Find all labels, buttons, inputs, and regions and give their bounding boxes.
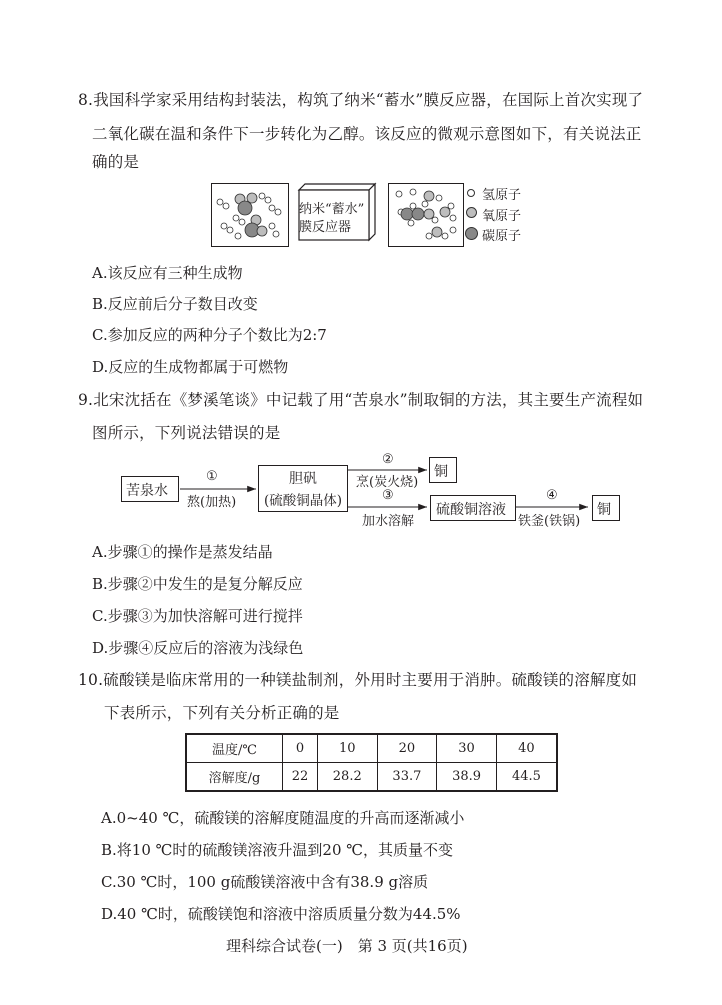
q9-stem-line1: 9.北宋沈括在《梦溪笔谈》中记载了用“苦泉水”制取铜的方法，其主要生产流程如 bbox=[78, 391, 644, 409]
flow-step4-label: 铁釜(铁锅) bbox=[518, 514, 581, 529]
q10-option-b: B.将10 ℃时的硫酸镁溶液升温到20 ℃，其质量不变 bbox=[101, 841, 454, 859]
reactant-box bbox=[211, 183, 289, 247]
q10-stem-line1: 10.硫酸镁是临床常用的一种镁盐制剂，外用时主要用于消肿。硫酸镁的溶解度如 bbox=[78, 671, 638, 689]
q8-stem-line1: 8.我国科学家采用结构封装法，构筑了纳米“蓄水”膜反应器，在国际上首次实现了 bbox=[78, 91, 644, 109]
flow-step1-label: 熬(加热) bbox=[187, 495, 237, 510]
flow-step3-label: 加水溶解 bbox=[362, 514, 415, 529]
table-cell: 28.2 bbox=[317, 763, 377, 792]
q9-option-d: D.步骤④反应后的溶液为浅绿色 bbox=[92, 639, 304, 657]
table-header-temp: 温度/℃ bbox=[186, 734, 283, 763]
table-cell: 38.9 bbox=[437, 763, 497, 792]
carbon-atom-icon bbox=[465, 227, 478, 240]
q9-option-c: C.步骤③为加快溶解可进行搅拌 bbox=[92, 607, 303, 625]
table-cell: 22 bbox=[283, 763, 318, 792]
flow-out2-label: 铜 bbox=[597, 502, 611, 518]
page-footer: 理科综合试卷(一) 第 3 页(共16页) bbox=[226, 937, 468, 955]
table-cell: 33.7 bbox=[377, 763, 437, 792]
product-box bbox=[388, 183, 464, 247]
legend-hydrogen: 氢原子 bbox=[482, 188, 522, 203]
table-cell: 40 bbox=[496, 734, 557, 763]
q8-stem-line2: 二氧化碳在温和条件下一步转化为乙醇。该反应的微观示意图如下，有关说法正 bbox=[92, 125, 642, 143]
flow-step4-num: ④ bbox=[546, 488, 558, 503]
q8-stem-line3: 确的是 bbox=[92, 153, 140, 171]
reactor-label-2: 膜反应器 bbox=[299, 220, 352, 235]
flow-step1-num: ① bbox=[206, 469, 218, 484]
legend-oxygen: 氧原子 bbox=[482, 209, 522, 224]
oxygen-atom-icon bbox=[466, 207, 477, 218]
solubility-table bbox=[185, 733, 558, 792]
q10-option-a: A.0~40 ℃，硫酸镁的溶解度随温度的升高而逐渐减小 bbox=[101, 809, 465, 827]
q8-option-a: A.该反应有三种生成物 bbox=[92, 264, 243, 282]
legend-carbon: 碳原子 bbox=[482, 229, 522, 244]
reactor-label-1: 纳米“蓄水” bbox=[299, 202, 365, 217]
flow-mid-label-1: 胆矾 bbox=[289, 471, 317, 487]
table-row bbox=[186, 734, 557, 763]
q8-option-d: D.反应的生成物都属于可燃物 bbox=[92, 358, 289, 376]
table-cell: 44.5 bbox=[496, 763, 557, 792]
q10-option-d: D.40 ℃时，硫酸镁饱和溶液中溶质质量分数为44.5% bbox=[101, 905, 461, 923]
flow-solution-label: 硫酸铜溶液 bbox=[436, 502, 506, 518]
q9-stem-line2: 图所示，下列说法错误的是 bbox=[92, 424, 281, 442]
q8-option-c: C.参加反应的两种分子个数比为2:7 bbox=[92, 326, 327, 344]
q8-option-b: B.反应前后分子数目改变 bbox=[92, 295, 258, 313]
q10-stem-line2: 下表所示，下列有关分析正确的是 bbox=[104, 704, 340, 722]
table-cell: 10 bbox=[317, 734, 377, 763]
flow-out1-label: 铜 bbox=[434, 464, 448, 480]
reactant-molecules bbox=[212, 184, 288, 246]
q9-option-b: B.步骤②中发生的是复分解反应 bbox=[92, 575, 303, 593]
table-cell: 0 bbox=[283, 734, 318, 763]
q10-option-c: C.30 ℃时，100 g硫酸镁溶液中含有38.9 g溶质 bbox=[101, 873, 429, 891]
q9-option-a: A.步骤①的操作是蒸发结晶 bbox=[92, 543, 273, 561]
product-molecules bbox=[389, 184, 463, 246]
flow-mid-label-2: (硫酸铜晶体) bbox=[264, 493, 343, 509]
flow-step2-num: ② bbox=[382, 452, 394, 467]
table-cell: 30 bbox=[437, 734, 497, 763]
flow-step3-num: ③ bbox=[382, 488, 394, 503]
table-row bbox=[186, 763, 557, 792]
hydrogen-atom-icon bbox=[467, 189, 475, 197]
table-header-solubility: 溶解度/g bbox=[186, 763, 283, 792]
flow-start-label: 苦泉水 bbox=[126, 483, 168, 499]
table-cell: 20 bbox=[377, 734, 437, 763]
flow-step2-label: 烹(炭火烧) bbox=[356, 475, 419, 490]
